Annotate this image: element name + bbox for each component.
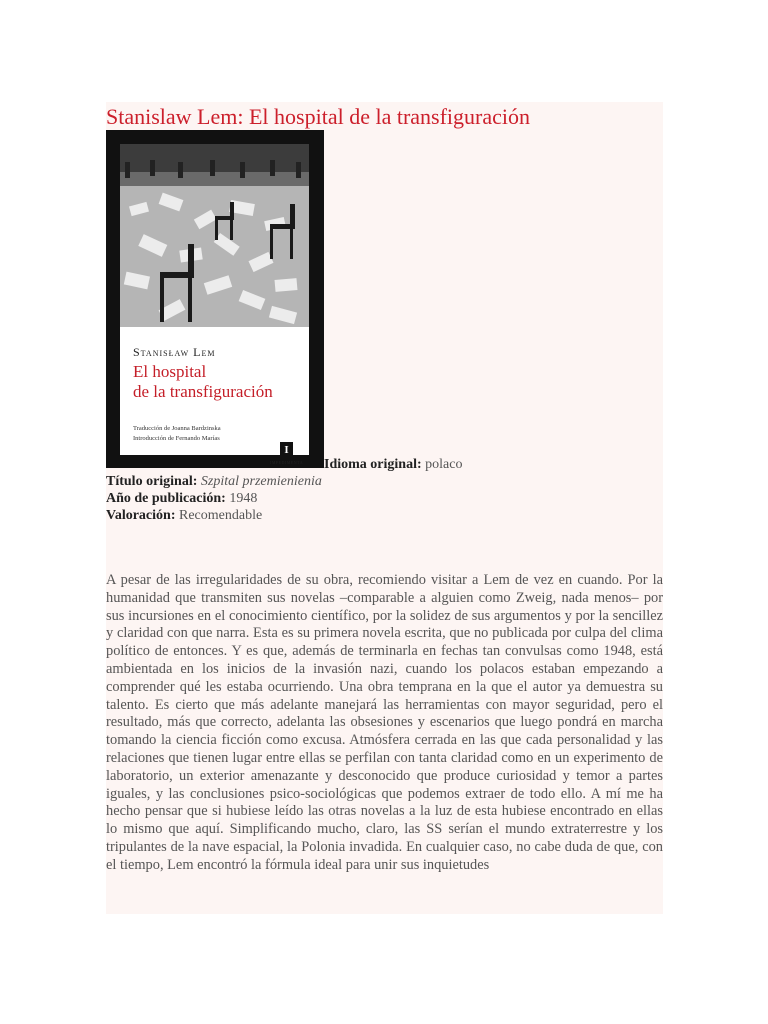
cover-title: El hospital de la transfiguración	[133, 362, 273, 401]
meta-idioma-value: polaco	[425, 457, 463, 472]
meta-valoracion: Valoración: Recomendable	[106, 508, 263, 523]
meta-anio: Año de publicación: 1948	[106, 491, 258, 506]
meta-valoracion-label: Valoración	[106, 508, 171, 523]
cover-page	[120, 144, 309, 465]
book-cover-image	[106, 130, 324, 468]
meta-anio-value: 1948	[229, 491, 258, 506]
article-title: Stanislaw Lem: El hospital de la transfiguración	[106, 104, 531, 129]
cover-author: Stanisław Lem	[133, 345, 216, 359]
meta-idioma: Idioma original: polaco	[324, 457, 463, 472]
meta-valoracion-value: Recomendable	[179, 508, 263, 523]
meta-titulo: Título original: Szpital przemienienia	[106, 474, 322, 489]
publisher-logo-icon: I	[280, 442, 293, 458]
cover-photo-chairs-papers	[120, 144, 309, 327]
meta-idioma-label: Idioma original	[324, 457, 417, 472]
meta-anio-label: Año de publicación	[106, 491, 222, 506]
cover-credits: Traducción de Joanna Bardzinska Introducción de Fernando Marías	[133, 425, 221, 442]
meta-titulo-label: Título original	[106, 474, 193, 489]
meta-titulo-value: Szpital przemienienia	[200, 474, 322, 489]
review-body: A pesar de las irregularidades de su obra, recomiendo visitar a Lem de vez en cuando. Por la humanidad que transmiten sus novelas –comparable a alguien como Zweig, nada menos– por sus incursiones en el conocimiento científico, por la solidez de sus argumentos y por la sencillez y claridad con que narra. Esta es su primera novela escrita, que no publicada por culpa del clima político de entonces. Y es que, además de terminarla en fechas tan convulsas como 1948, está ambientada en los inicios de la invasión nazi, cuando los polacos estaban empezando a comprender qué les estaba ocurriendo. Una obra temprana en la que el autor ya demuestra su talento. Es cierto que más adelante manejará las herramientas con mayor seguridad, pero el resultado, más que correcto, adelanta las obsesiones y escenarios que luego pondrá en marcha tomando la ciencia ficción como excusa. Atmósfera cerrada en las que cada personalidad y las relaciones que tienen lugar entre ellas se perfilan con tanta claridad como en un experimento de laboratorio, un exterior amenazante y desconocido que produce curiosidad y temor a partes iguales, y las conclusiones psico-sociológicas que podemos extraer de todo ello. A mí me ha hecho pensar que si hubiese leído las otras novelas a la luz de esta hubiese encontrado en ellas lo mismo que aquí. Simplificando mucho, claro, las SS serían el mundo extraterrestre y los tripulantes de la nave espacial, la Polonia invadida. En cualquier caso, no cabe duda de que, con el tiempo, Lem encontró la fórmula ideal para unir sus inquietudes	[106, 572, 663, 873]
cover-publisher: IMPEDIMENTA	[270, 460, 304, 465]
